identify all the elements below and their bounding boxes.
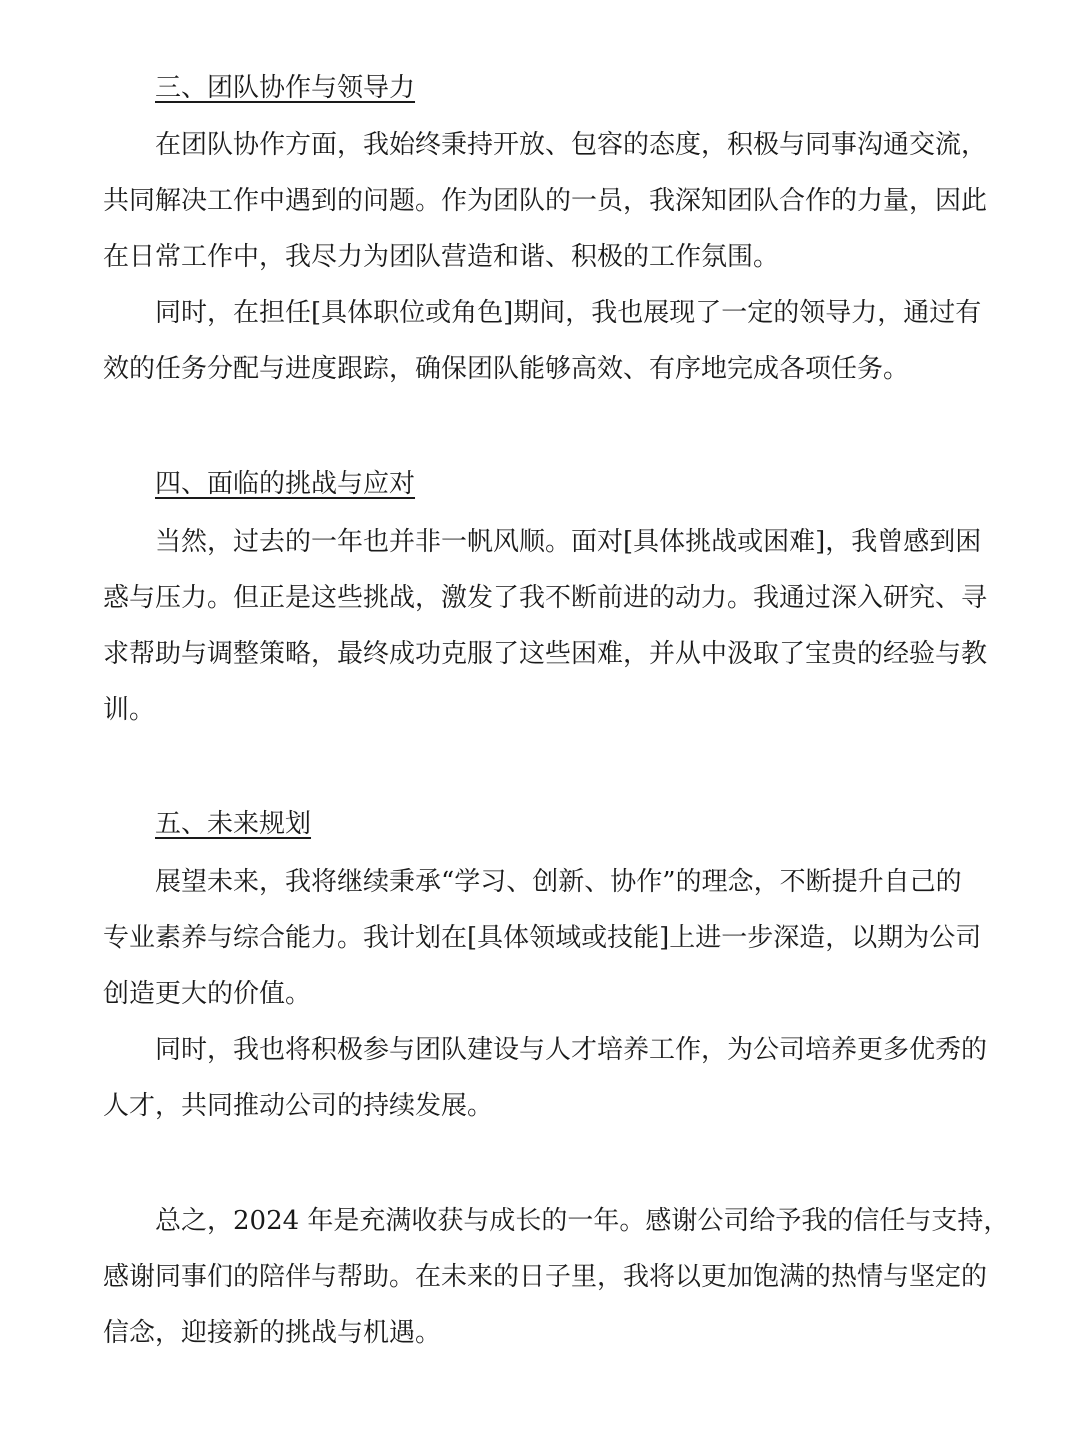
conclusion-line: 感谢同事们的陪伴与帮助。在未来的日子里，我将以更加饱满的热情与坚定的 [103, 1262, 988, 1292]
section-heading: 五、未来规划 [155, 809, 312, 839]
paragraph-line: 展望未来，我将继续秉承“学习、创新、协作”的理念，不断提升自己的 [155, 867, 962, 897]
paragraph-line: 同时，我也将积极参与团队建设与人才培养工作，为公司培养更多优秀的 [155, 1035, 988, 1065]
paragraph-line: 共同解决工作中遇到的问题。作为团队的一员，我深知团队合作的力量，因此 [103, 186, 988, 216]
paragraph-line: 训。 [103, 695, 156, 725]
paragraph-line: 求帮助与调整策略，最终成功克服了这些困难，并从中汲取了宝贵的经验与教 [103, 639, 988, 669]
paragraph-line: 创造更大的价值。 [103, 979, 312, 1009]
paragraph-line: 效的任务分配与进度跟踪，确保团队能够高效、有序地完成各项任务。 [103, 354, 910, 384]
paragraph-line: 人才，共同推动公司的持续发展。 [103, 1091, 494, 1121]
paragraph-line: 在日常工作中，我尽力为团队营造和谐、积极的工作氛围。 [103, 242, 780, 272]
paragraph-line: 专业素养与综合能力。我计划在[具体领域或技能]上进一步深造，以期为公司 [103, 923, 982, 953]
section-heading: 四、面临的挑战与应对 [155, 469, 416, 499]
paragraph-line: 惑与压力。但正是这些挑战，激发了我不断前进的动力。我通过深入研究、寻 [103, 583, 988, 613]
conclusion-line: 信念，迎接新的挑战与机遇。 [103, 1318, 442, 1348]
paragraph-line: 当然，过去的一年也并非一帆风顺。面对[具体挑战或困难]，我曾感到困 [155, 527, 982, 557]
conclusion-line: 总之，2024 年是充满收获与成长的一年。感谢公司给予我的信任与支持， [155, 1206, 1010, 1236]
paragraph-line: 同时，在担任[具体职位或角色]期间，我也展现了一定的领导力，通过有 [155, 298, 982, 328]
paragraph-line: 在团队协作方面，我始终秉持开放、包容的态度，积极与同事沟通交流， [155, 130, 988, 160]
section-heading: 三、团队协作与领导力 [155, 73, 416, 103]
